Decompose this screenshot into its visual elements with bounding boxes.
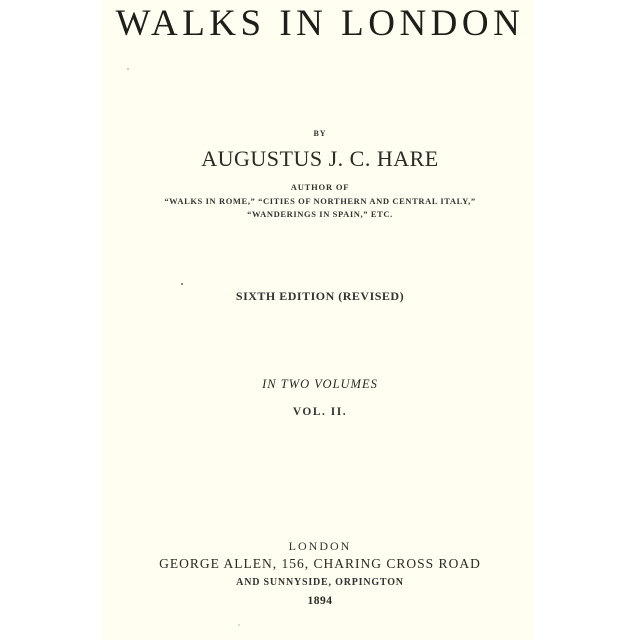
by-line: BY: [313, 129, 327, 138]
imprint-publisher: GEORGE ALLEN, 156, CHARING CROSS ROAD: [159, 556, 481, 571]
paper-speck: [238, 624, 240, 626]
other-works-line: “WALKS IN ROME,” “CITIES OF NORTHERN AND CENTRAL ITALY,”: [164, 196, 476, 206]
imprint-city: LONDON: [288, 539, 352, 553]
imprint-address: AND SUNNYSIDE, ORPINGTON: [236, 577, 404, 588]
author-name: AUGUSTUS J. C. HARE: [201, 146, 439, 171]
paper-speck: [181, 283, 183, 285]
volume-number: VOL. II.: [292, 406, 348, 418]
imprint-year: 1894: [307, 595, 333, 607]
volumes-statement: IN TWO VOLUMES: [262, 377, 378, 391]
paper-speck: [127, 68, 129, 70]
edition-statement: SIXTH EDITION (REVISED): [235, 289, 405, 303]
other-works: [0, 195, 640, 221]
author-of-label: AUTHOR OF: [290, 182, 350, 192]
book-title: WALKS IN LONDON: [115, 3, 525, 44]
other-works-line: “WANDERINGS IN SPAIN,” ETC.: [247, 209, 393, 219]
